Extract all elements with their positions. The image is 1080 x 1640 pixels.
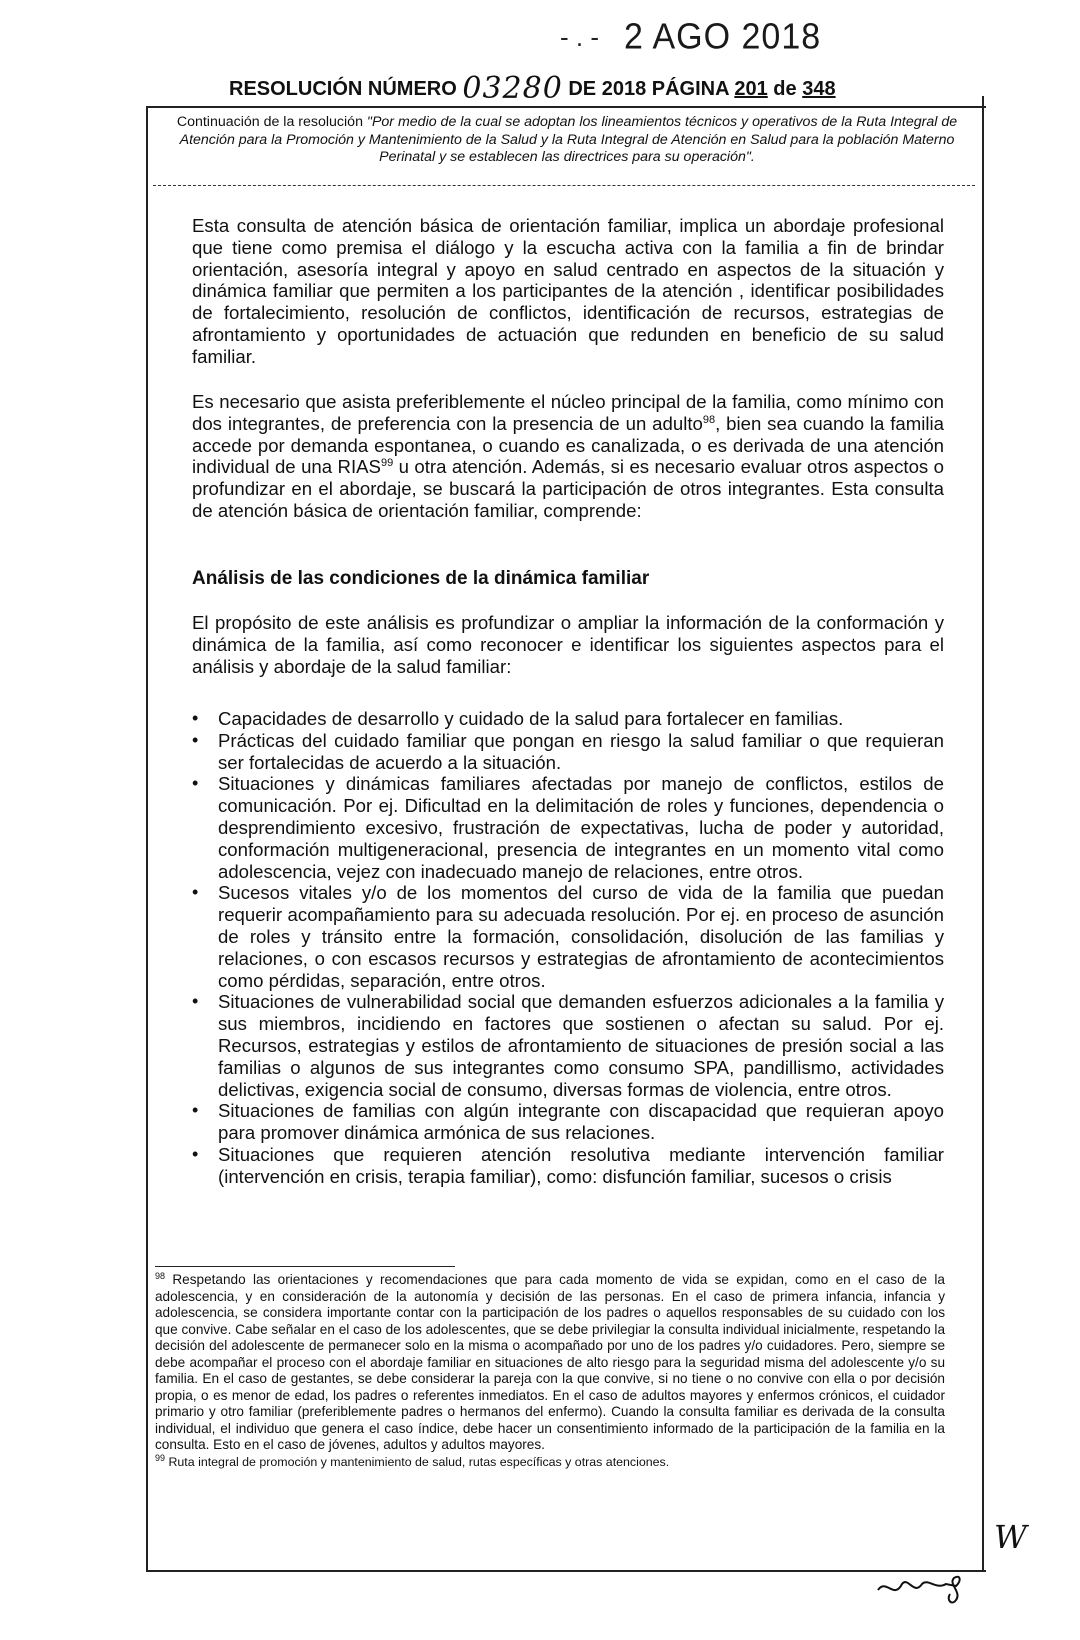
- page-header: [229, 68, 836, 106]
- footnotes: [155, 1272, 945, 1470]
- list-item: • Situaciones de vulnerabilidad social que demanden esfuerzos adicionales a la familia y sus miembros, incidiendo en factores que sostienen o afectan su salud. Por ej. Recursos, estrategias y estilos de afrontamiento de situaciones de presión social a las familias o algunos de sus integrantes como consumo SPA, pandillismo, actividades delictivas, exigencia social de consumo, diversas formas de violencia, entre otros.: [192, 991, 944, 1100]
- paragraph-2: [192, 391, 944, 522]
- footnote-98-number: 98: [155, 1271, 166, 1281]
- paragraph-3: El propósito de este análisis es profundizar o ampliar la información de la conformación y dinámica de la familia, así como reconocer e identificar los siguientes aspectos para el análisis y abordaje de la salud familiar:: [192, 612, 944, 677]
- paragraph-2-b: , bien sea cuando la familia accede por demanda espontanea, o cuando es canalizada, o es derivada de una atención individual de una RIAS: [192, 412, 945, 478]
- footnote-99-number: 99: [155, 1452, 166, 1463]
- dashed-divider: [153, 185, 975, 186]
- footnote-rule: [155, 1266, 455, 1267]
- header-prefix: RESOLUCIÓN NÚMERO: [229, 78, 457, 100]
- section-heading: Análisis de las condiciones de la dinámica familiar: [192, 568, 650, 589]
- footnote-98-text: Respetando las orientaciones y recomendaciones que para cada momento de vida se expidan, como en el caso de la adolescencia, y en consideración de la autonomía y decisión de las personas. En el caso de primera infancia, infancia y adolescencia, se considera importante contar con la participación de los padres o aquellos responsables de su cuidado con los que convive. Cabe señalar en el caso de los adolescentes, que se debe privilegiar la consulta individual inicialmente, respetando la decisión del adolescente de permanecer solo en la misma o acompañado por uno de los padres y/o cuidadores. Pero, siempre se debe acompañar el proceso con el abordaje familiar en situaciones de alto riesgo para la seguridad misma del adolescente y/o su familia. En el caso de gestantes, se debe considerar la pareja con la que convive, si no tiene o no convive con ella o por decisión propia, o es menor de edad, los padres o referentes inmediatos. En el caso de adultos mayores y enfermos crónicos, el cuidador primario y otro familiar (preferiblemente padres o hermanos del enfermo). Cuando la consulta familiar es derivada de la consulta individual, el individuo que genera el caso índice, debe hacer un consentimiento informado de la participación de la familia en la consulta. Esto en el caso de jóvenes, adultos y adultos mayores.: [155, 1272, 945, 1452]
- aspects-list: [192, 708, 944, 1188]
- date-stamp: 2 AGO 2018: [624, 17, 822, 57]
- paragraph-2-a: Es necesario que asista preferiblemente el núcleo principal de la familia, como mínimo con dos integrantes, de preferencia con la presencia de un adulto: [192, 391, 944, 434]
- continuation-quote: "Por medio de la cual se adoptan los lineamientos técnicos y operativos de la Ruta Integral de Atención para la Promoción y Mantenimiento de la Salud y la Ruta Integral de Atención en Salud para la población Materno Perinatal y se establecen las directrices para su operación".: [179, 114, 958, 165]
- total-pages: 348: [802, 78, 836, 100]
- footnote-ref-98: 98: [702, 413, 716, 426]
- handwritten-signature-mark: [876, 1570, 966, 1620]
- list-item: • Prácticas del cuidado familiar que pongan en riesgo la salud familiar o que requieran ser fortalecidas de acuerdo a la situación.: [192, 730, 944, 774]
- header-middle: DE 2018 PÁGINA: [568, 78, 729, 100]
- footnote-ref-99: 99: [380, 457, 394, 470]
- list-item: • Situaciones y dinámicas familiares afectadas por manejo de conflictos, estilos de comunicación. Por ej. Dificultad en la delimitación de roles y funciones, dependencia o desprendimiento excesivo, frustración de expectativas, lucha de poder y autoridad, conformación multigeneracional, presencia de integrantes en un momento vital como adolescencia, vejez con inadecuado manejo de relaciones, entre otros.: [192, 773, 944, 882]
- paragraph-1: Esta consulta de atención básica de orientación familiar, implica un abordaje profesional que tiene como premisa el diálogo y la escucha activa con la familia a fin de brindar orientación, asesoría integral y apoyo en salud centrado en aspectos de la situación y dinámica familiar que permiten a los participantes de la atención , identificar posibilidades de fortalecimiento, resolución de conflictos, identificación de recursos, estrategias de afrontamiento y oportunidades de actuación que redunden en beneficio de su salud familiar.: [192, 215, 944, 367]
- continuation-lead: Continuación de la resolución: [176, 114, 363, 130]
- resolution-number: 03280: [462, 71, 563, 106]
- footnote-99: [155, 1454, 945, 1471]
- stamp-dash: - . -: [560, 22, 599, 52]
- list-item: • Situaciones que requieren atención resolutiva mediante intervención familiar (intervención en crisis, terapia familiar), como: disfunción familiar, sucesos o crisis: [192, 1144, 944, 1188]
- footnote-98: [155, 1272, 945, 1454]
- paragraph-2-c: u otra atención. Además, si es necesario evaluar otros aspectos o profundizar en el abordaje, se buscará la participación de otros integrantes. Esta consulta de atención básica de orientación familiar, comprende:: [192, 456, 944, 521]
- page-number: 201: [734, 78, 768, 100]
- handwritten-initials: W: [994, 1518, 1027, 1556]
- list-item: • Capacidades de desarrollo y cuidado de la salud para fortalecer en familias.: [192, 708, 944, 730]
- continuation-note: [159, 114, 975, 167]
- list-item: • Situaciones de familias con algún integrante con discapacidad que requieran apoyo para promover dinámica armónica de sus relaciones.: [192, 1100, 944, 1144]
- page-frame-right: [982, 96, 984, 1570]
- footnote-99-text: Ruta integral de promoción y mantenimiento de salud, rutas específicas y otras atenciones.: [165, 1454, 670, 1469]
- header-of: de: [773, 78, 797, 100]
- list-item: • Sucesos vitales y/o de los momentos del curso de vida de la familia que puedan requerir acompañamiento para su adecuada resolución. Por ej. en proceso de asunción de roles y tránsito entre la formación, consolidación, disolución de las familias y relaciones, o con escasos recursos y estrategias de afrontamiento de acontecimientos como pérdidas, separación, entre otros.: [192, 882, 944, 991]
